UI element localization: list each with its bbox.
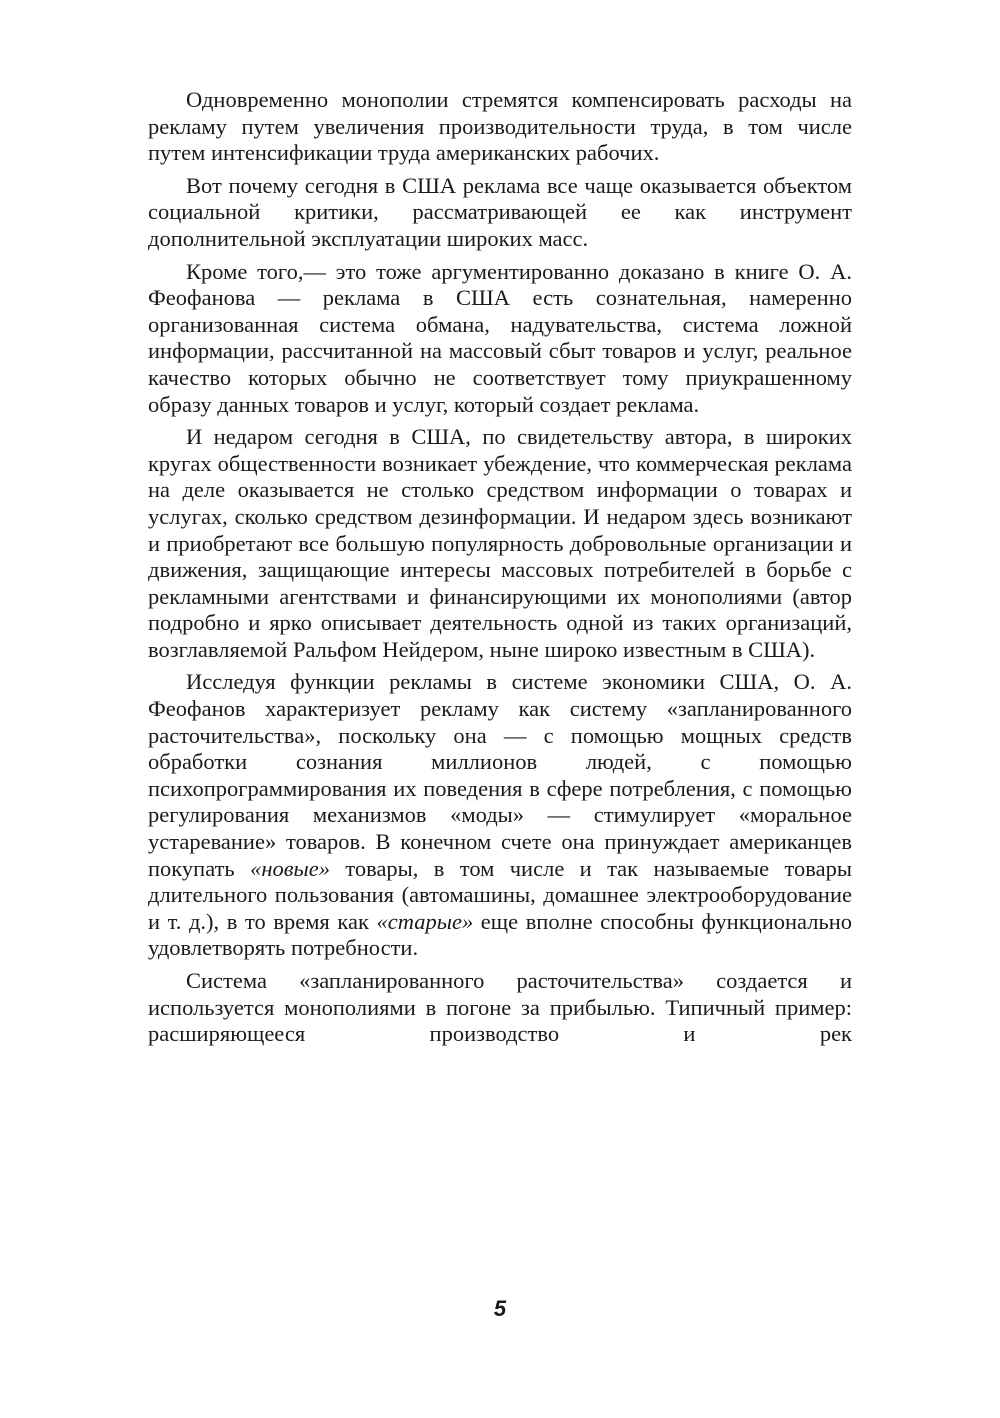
paragraph: И недаром сегодня в США, по свидетельству автора, в широких кругах общественности возникает убеждение, что коммерческая реклама на деле оказывается не столько средством информации о товарах и услугах, сколько средством дезинформации. И недаром здесь возникают и приобретают все большую популярность добровольные организации и движения, защищающие интересы массовых потребителей в борьбе с рекламными агентствами и финансирующими их монополиями (автор подробно и ярко описывает деятельность одной из таких организаций, возглавляемой Ральфом Нейдером, ныне широко известным в США). — [148, 424, 852, 662]
paragraph: Система «запланированного расточительства» создается и используется монополиями в погоне за прибылью. Типичный пример: расширяющееся производство и рек — [148, 968, 852, 1047]
paragraph — [148, 669, 852, 962]
body-text — [148, 87, 852, 1054]
italic-word: «новые» — [250, 855, 330, 881]
text-run: Исследуя функции рекламы в системе экономики США, О. А. Феофанов характеризует рекламу как систему «запланированного расточительства», поскольку она — с помощью мощных средств обработки сознания миллионов людей, с помощью психопрограммирования их поведения в сфере потребления, с помощью регулирования механизмов «моды» — стимулирует «моральное устаревание» товаров. В конечном счете она принуждает американцев покупать — [148, 669, 852, 881]
text-run: еще вполне способны функционально удовлетворять потребности. — [148, 908, 852, 961]
paragraph: Одновременно монополии стремятся компенсировать расходы на рекламу путем увеличения производительности труда, в том числе путем интенсификации труда американских рабочих. — [148, 87, 852, 166]
paragraph: Кроме того,— это тоже аргументированно доказано в книге О. А. Феофанова — реклама в США есть сознательная, намеренно организованная система обмана, надувательства, система ложной информации, рассчитанной на массовый сбыт товаров и услуг, реальное качество которых обычно не соответствует тому приукрашенному образу данных товаров и услуг, который создает реклама. — [148, 258, 852, 417]
text-run: товары, в том числе и так называемые товары длительного пользования (автомашины, домашнее электрооборудование и т. д.), в то время как — [148, 855, 852, 934]
page-number: 5 — [493, 1296, 507, 1321]
paragraph: Вот почему сегодня в США реклама все чаще оказывается объектом социальной критики, рассматривающей ее как инструмент дополнительной эксплуатации широких масс. — [148, 172, 852, 251]
italic-word: «старые» — [376, 908, 474, 934]
